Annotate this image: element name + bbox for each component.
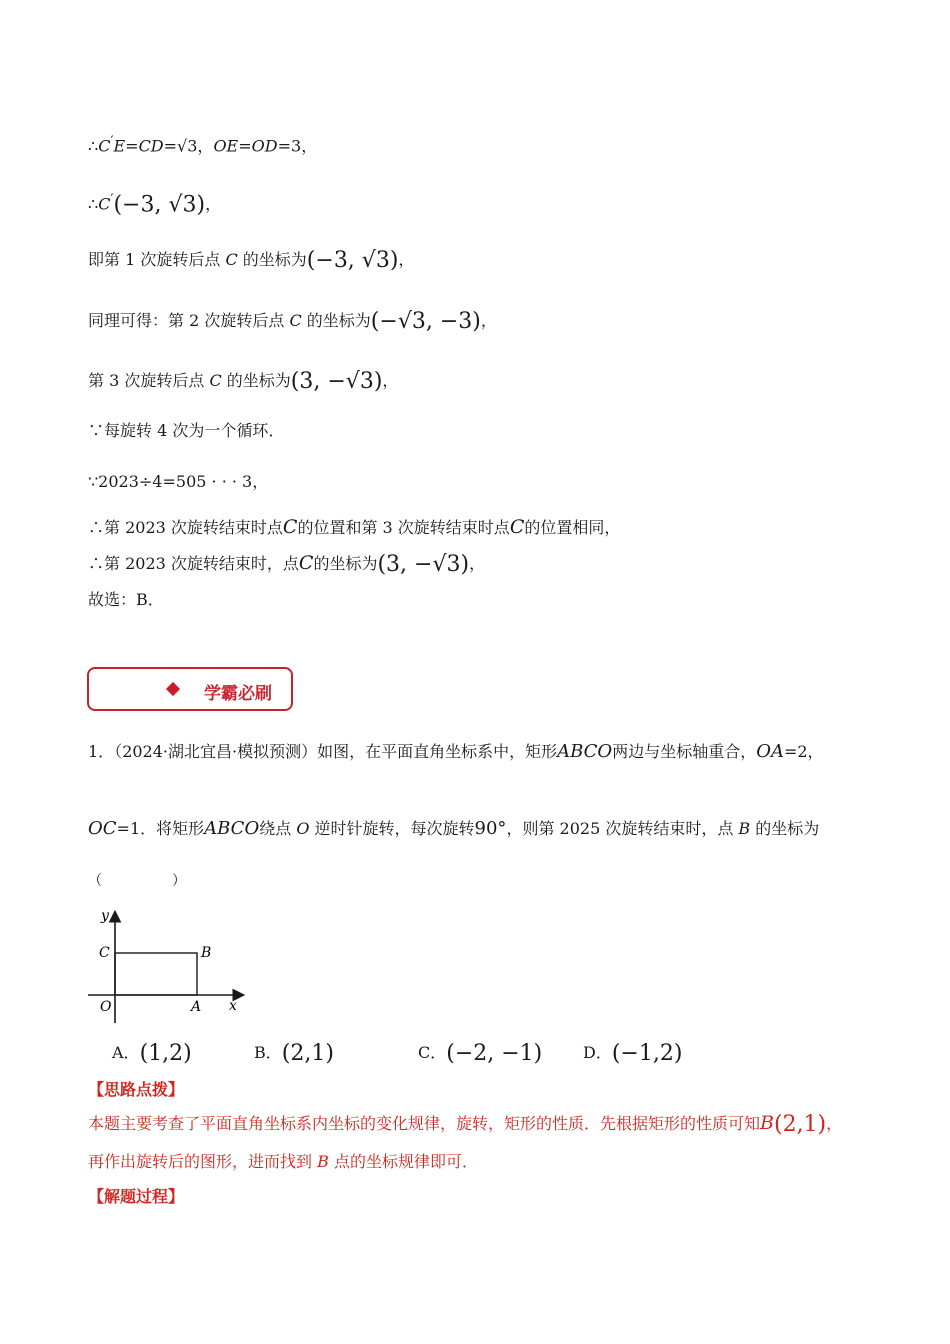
solution-line-9: ∴第 2023 次旋转结束时，点C的坐标为(3, −√3)，	[88, 552, 486, 577]
solution-line-10: 故选：B．	[88, 590, 164, 609]
label-y: y	[101, 908, 109, 924]
banner-title: 学霸必刷	[204, 684, 272, 704]
label-x: x	[229, 998, 237, 1014]
solution-line-5: 第 3 次旋转后点 C 的坐标为(3, −√3)，	[88, 369, 399, 394]
option-c[interactable]: C．(−2, −1)	[418, 1041, 543, 1066]
label-b: B	[201, 945, 212, 961]
option-b[interactable]: B．(2,1)	[254, 1041, 334, 1066]
solution-line-8: ∴第 2023 次旋转结束时点C的位置和第 3 次旋转结束时点C的位置相同，	[88, 516, 621, 538]
hint-line-2: 再作出旋转后的图形，进而找到 B 点的坐标规律即可．	[88, 1152, 478, 1171]
section-banner	[87, 667, 293, 711]
process-heading: 【解题过程】	[88, 1187, 185, 1206]
label-o: O	[100, 999, 112, 1015]
hint-line-1: 本题主要考查了平面直角坐标系内坐标的变化规律，旋转，矩形的性质．先根据矩形的性质可知B(2,1)，	[88, 1112, 843, 1137]
label-a: A	[191, 999, 202, 1015]
option-d[interactable]: D．(−1,2)	[583, 1041, 683, 1066]
solution-line-1: ∴C′E=CD=√3，OE=OD=3，	[88, 134, 318, 156]
diamond-icon	[166, 682, 180, 696]
solution-line-4: 同理可得：第 2 次旋转后点 C 的坐标为(−√3, −3)，	[88, 309, 497, 334]
hint-heading: 【思路点拨】	[88, 1080, 185, 1099]
solution-line-7: ∵2023÷4=505 · · · 3，	[88, 472, 269, 491]
solution-line-3: 即第 1 次旋转后点 C 的坐标为(−3, √3)，	[88, 248, 415, 273]
solution-line-6: ∵每旋转 4 次为一个循环．	[88, 421, 285, 440]
label-c: C	[99, 945, 110, 961]
rectangle-abco	[115, 953, 197, 995]
answer-blank: （ ）	[88, 873, 186, 889]
option-a[interactable]: A．(1,2)	[112, 1041, 192, 1066]
coordinate-figure	[84, 903, 254, 1029]
problem-line-1: 1．（2024·湖北宜昌·模拟预测）如图，在平面直角坐标系中，矩形ABCO两边与坐标轴重合，OA=2，	[88, 741, 824, 762]
solution-line-2: ∴C′(−3, √3)，	[88, 192, 222, 218]
problem-line-2: OC=1．将矩形ABCO绕点 O 逆时针旋转，每次旋转90°，则第 2025 次旋转结束时，点 B 的坐标为	[88, 818, 820, 839]
